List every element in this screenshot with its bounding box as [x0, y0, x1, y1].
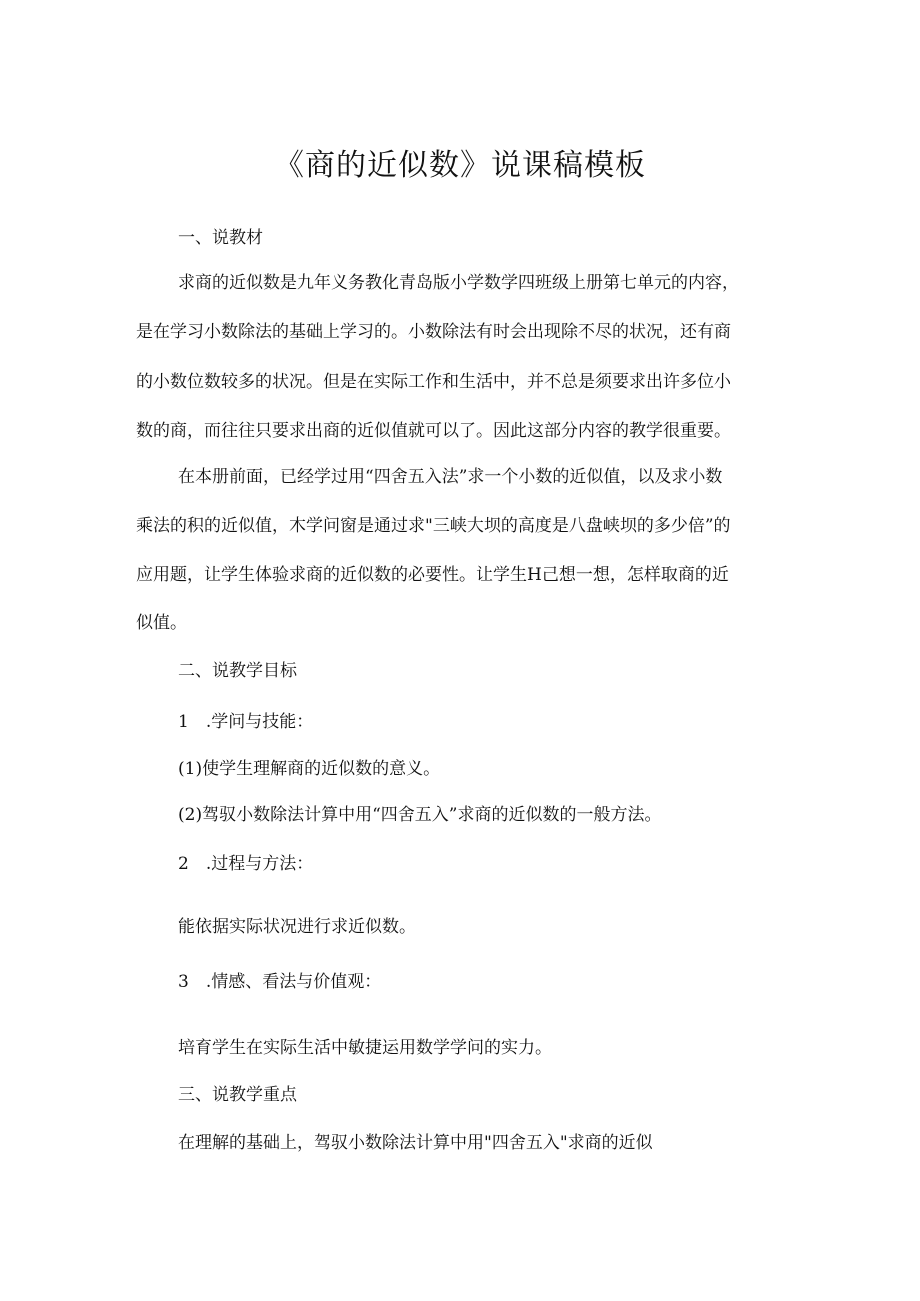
paragraph-line: 应用题，让学生体验求商的近似数的必要性。让学生H己想一想，怎样取商的近 — [136, 565, 729, 585]
list-item: 2 .过程与方法： — [178, 854, 314, 874]
paragraph-line: 似值。 — [136, 613, 187, 633]
paragraph-line: 数的商，而往往只要求出商的近似值就可以了。因此这部分内容的教学很重要。 — [136, 421, 731, 441]
paragraph-line: 的小数位数较多的状况。但是在实际工作和生活中，并不总是须要求出许多位小 — [136, 372, 731, 392]
list-item: 3 .情感、看法与价值观： — [178, 972, 382, 992]
paragraph-line: 在本册前面，已经学过用“四舍五入法”求一个小数的近似值，以及求小数 — [178, 467, 723, 487]
paragraph-line: 在理解的基础上，驾驭小数除法计算中用"四舍五入"求商的近似 — [178, 1133, 653, 1153]
list-item: (2)驾驭小数除法计算中用“四舍五入”求商的近似数的一般方法。 — [178, 805, 662, 825]
list-item: (1)使学生理解商的近似数的意义。 — [178, 759, 441, 779]
paragraph-line: 求商的近似数是九年义务教化青岛版小学数学四班级上册第七单元的内容， — [178, 273, 739, 293]
section-heading-objectives: 二、说教学目标 — [178, 661, 297, 681]
list-item: 1 .学问与技能： — [178, 712, 314, 732]
document-title: 《商的近似数》说课稿模板 — [274, 148, 646, 183]
section-heading-materials: 一、说教材 — [178, 228, 263, 248]
paragraph-line: 是在学习小数除法的基础上学习的。小数除法有时会出现除不尽的状况，还有商 — [136, 322, 731, 342]
section-heading-key-points: 三、说教学重点 — [178, 1085, 297, 1105]
paragraph-line: 培育学生在实际生活中敏捷运用数学学问的实力。 — [178, 1038, 552, 1058]
paragraph-line: 乘法的积的近似值，木学问窗是通过求"三峡大坝的高度是八盘峡坝的多少倍”的 — [136, 516, 731, 536]
paragraph-line: 能依据实际状况进行求近似数。 — [178, 917, 416, 937]
